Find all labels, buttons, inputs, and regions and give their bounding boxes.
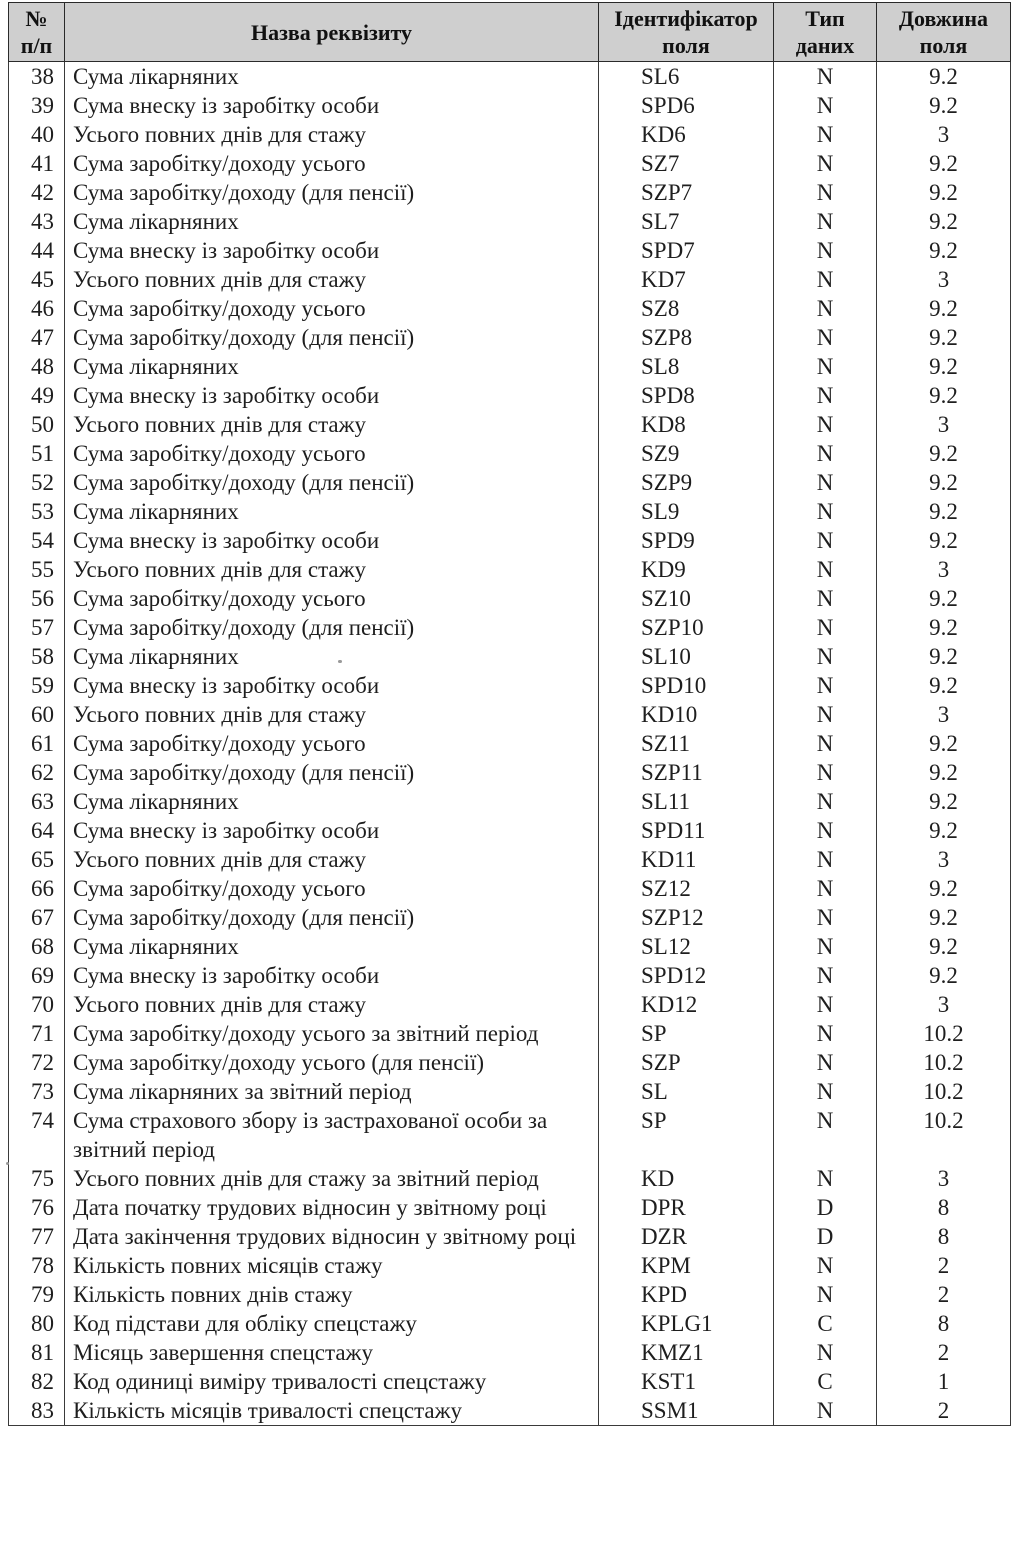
field-length: 3: [877, 845, 1011, 874]
table-row: [9, 874, 1011, 903]
table-row: [9, 265, 1011, 294]
field-data-type: N: [774, 120, 877, 149]
table-row: [9, 1309, 1011, 1338]
field-name: Сума заробітку/доходу усього: [65, 439, 599, 468]
field-length: 9.2: [877, 932, 1011, 961]
row-number: 83: [9, 1396, 65, 1426]
field-length: 2: [877, 1251, 1011, 1280]
field-identifier: SPD12: [599, 961, 774, 990]
field-identifier: SL8: [599, 352, 774, 381]
header-data-type-text: Тип даних: [795, 6, 855, 58]
table-row: [9, 1077, 1011, 1106]
table-row: [9, 1048, 1011, 1077]
table-row: [9, 1280, 1011, 1309]
row-number: 68: [9, 932, 65, 961]
table-row: [9, 439, 1011, 468]
field-identifier: SZP11: [599, 758, 774, 787]
field-identifier: SL11: [599, 787, 774, 816]
field-data-type: N: [774, 758, 877, 787]
field-data-type: N: [774, 91, 877, 120]
row-number: 78: [9, 1251, 65, 1280]
field-name: Сума внеску із заробітку особи: [65, 381, 599, 410]
field-name: Кількість місяців тривалості спецстажу: [65, 1396, 599, 1426]
field-data-type: N: [774, 497, 877, 526]
field-data-type: N: [774, 381, 877, 410]
table-row: [9, 294, 1011, 323]
field-length: 9.2: [877, 236, 1011, 265]
field-length: 3: [877, 555, 1011, 584]
table-row: [9, 352, 1011, 381]
row-number: 55: [9, 555, 65, 584]
field-identifier: SZ7: [599, 149, 774, 178]
field-data-type: N: [774, 671, 877, 700]
field-name: Дата закінчення трудових відносин у звітному році: [65, 1222, 599, 1251]
table-row: [9, 497, 1011, 526]
field-name: Місяць завершення спецстажу: [65, 1338, 599, 1367]
row-number: 65: [9, 845, 65, 874]
table-row: [9, 816, 1011, 845]
field-identifier: SZP8: [599, 323, 774, 352]
field-data-type: N: [774, 1077, 877, 1106]
field-data-type: N: [774, 1280, 877, 1309]
table-row: [9, 526, 1011, 555]
header-data-type: [774, 3, 877, 62]
table-row: [9, 613, 1011, 642]
field-identifier: SZP: [599, 1048, 774, 1077]
field-length: 10.2: [877, 1048, 1011, 1077]
field-identifier: SZ9: [599, 439, 774, 468]
row-number: 62: [9, 758, 65, 787]
field-data-type: N: [774, 1019, 877, 1048]
field-length: 3: [877, 265, 1011, 294]
field-identifier: SPD8: [599, 381, 774, 410]
field-length: 9.2: [877, 729, 1011, 758]
field-identifier: SZP9: [599, 468, 774, 497]
row-number: 66: [9, 874, 65, 903]
row-number: 58: [9, 642, 65, 671]
field-identifier: SZP10: [599, 613, 774, 642]
field-length: 3: [877, 1164, 1011, 1193]
row-number: 51: [9, 439, 65, 468]
field-identifier: DZR: [599, 1222, 774, 1251]
table-row: [9, 236, 1011, 265]
field-data-type: N: [774, 1164, 877, 1193]
field-data-type: N: [774, 613, 877, 642]
scan-speck: [338, 660, 342, 663]
table-row: [9, 845, 1011, 874]
header-field-length-text: Довжина поля: [898, 6, 989, 58]
table-row: [9, 91, 1011, 120]
field-data-type: C: [774, 1367, 877, 1396]
field-name: Усього повних днів для стажу: [65, 120, 599, 149]
field-data-type: N: [774, 845, 877, 874]
field-name: Сума внеску із заробітку особи: [65, 526, 599, 555]
row-number: 60: [9, 700, 65, 729]
field-data-type: N: [774, 178, 877, 207]
field-length: 9.2: [877, 91, 1011, 120]
table-row: [9, 468, 1011, 497]
field-data-type: N: [774, 555, 877, 584]
field-name: Усього повних днів для стажу: [65, 700, 599, 729]
field-length: 9.2: [877, 961, 1011, 990]
field-length: 9.2: [877, 816, 1011, 845]
field-name: Сума заробітку/доходу усього за звітний період: [65, 1019, 599, 1048]
table-row: [9, 758, 1011, 787]
field-identifier: SL10: [599, 642, 774, 671]
table-header: [9, 3, 1011, 62]
table-row: [9, 584, 1011, 613]
field-identifier: KMZ1: [599, 1338, 774, 1367]
field-length: 2: [877, 1396, 1011, 1426]
table-body: [9, 62, 1011, 1426]
table-row: [9, 1164, 1011, 1193]
field-name: Сума внеску із заробітку особи: [65, 671, 599, 700]
field-identifier: SL: [599, 1077, 774, 1106]
table-row: [9, 1396, 1011, 1426]
header-name-text: Назва реквізиту: [250, 19, 413, 45]
field-name: Сума лікарняних: [65, 207, 599, 236]
table-row: [9, 381, 1011, 410]
row-number: 70: [9, 990, 65, 1019]
field-identifier: SZ11: [599, 729, 774, 758]
field-name: Код одиниці виміру тривалості спецстажу: [65, 1367, 599, 1396]
field-data-type: N: [774, 874, 877, 903]
field-name: Усього повних днів для стажу: [65, 555, 599, 584]
field-data-type: N: [774, 439, 877, 468]
table-row: [9, 1106, 1011, 1164]
table-row: [9, 410, 1011, 439]
field-length: 9.2: [877, 381, 1011, 410]
field-identifier: KD6: [599, 120, 774, 149]
field-name: Кількість повних місяців стажу: [65, 1251, 599, 1280]
field-name: Сума внеску із заробітку особи: [65, 236, 599, 265]
field-length: 9.2: [877, 323, 1011, 352]
row-number: 71: [9, 1019, 65, 1048]
row-number: 44: [9, 236, 65, 265]
field-identifier: SPD6: [599, 91, 774, 120]
field-name: Усього повних днів для стажу: [65, 845, 599, 874]
field-length: 9.2: [877, 584, 1011, 613]
field-data-type: N: [774, 1338, 877, 1367]
field-name: Сума заробітку/доходу усього: [65, 149, 599, 178]
table-row: [9, 323, 1011, 352]
field-data-type: N: [774, 265, 877, 294]
field-data-type: N: [774, 1048, 877, 1077]
row-number: 63: [9, 787, 65, 816]
field-data-type: N: [774, 642, 877, 671]
table-row: [9, 932, 1011, 961]
field-identifier: SSM1: [599, 1396, 774, 1426]
field-data-type: N: [774, 932, 877, 961]
field-length: 9.2: [877, 874, 1011, 903]
field-length: 9.2: [877, 149, 1011, 178]
row-number: 61: [9, 729, 65, 758]
field-name: Сума лікарняних: [65, 932, 599, 961]
table-row: [9, 1019, 1011, 1048]
field-length: 9.2: [877, 758, 1011, 787]
field-data-type: N: [774, 729, 877, 758]
row-number: 41: [9, 149, 65, 178]
field-name: Сума лікарняних за звітний період: [65, 1077, 599, 1106]
field-length: 1: [877, 1367, 1011, 1396]
table-row: [9, 729, 1011, 758]
field-name: Сума заробітку/доходу (для пенсії): [65, 468, 599, 497]
field-length: 9.2: [877, 62, 1011, 92]
field-length: 9.2: [877, 497, 1011, 526]
table-row: [9, 555, 1011, 584]
field-length: 9.2: [877, 526, 1011, 555]
field-identifier: DPR: [599, 1193, 774, 1222]
field-length: 3: [877, 990, 1011, 1019]
row-number: 82: [9, 1367, 65, 1396]
header-number-text: № п/п: [20, 6, 53, 58]
field-data-type: D: [774, 1222, 877, 1251]
header-field-length: [877, 3, 1011, 62]
field-length: 9.2: [877, 352, 1011, 381]
field-name: Сума заробітку/доходу усього: [65, 584, 599, 613]
table-row: [9, 120, 1011, 149]
field-name: Сума внеску із заробітку особи: [65, 91, 599, 120]
field-name: Сума заробітку/доходу (для пенсії): [65, 323, 599, 352]
field-data-type: N: [774, 62, 877, 92]
field-length: 9.2: [877, 671, 1011, 700]
field-data-type: N: [774, 149, 877, 178]
field-identifier: KD10: [599, 700, 774, 729]
field-name: Усього повних днів для стажу за звітний період: [65, 1164, 599, 1193]
field-length: 9.2: [877, 439, 1011, 468]
field-length: 3: [877, 120, 1011, 149]
row-number: 80: [9, 1309, 65, 1338]
field-data-type: N: [774, 352, 877, 381]
row-number: 74: [9, 1106, 65, 1164]
field-data-type: C: [774, 1309, 877, 1338]
field-data-type: N: [774, 816, 877, 845]
field-name: Сума заробітку/доходу (для пенсії): [65, 178, 599, 207]
field-data-type: N: [774, 207, 877, 236]
field-length: 9.2: [877, 903, 1011, 932]
field-identifier: SZ8: [599, 294, 774, 323]
field-length: 9.2: [877, 468, 1011, 497]
table-row: [9, 1222, 1011, 1251]
field-identifier: KD7: [599, 265, 774, 294]
row-number: 48: [9, 352, 65, 381]
field-identifier: KPLG1: [599, 1309, 774, 1338]
table-row: [9, 990, 1011, 1019]
field-identifier: KPD: [599, 1280, 774, 1309]
field-identifier: SL7: [599, 207, 774, 236]
field-name: Усього повних днів для стажу: [65, 265, 599, 294]
field-data-type: N: [774, 294, 877, 323]
field-length: 9.2: [877, 642, 1011, 671]
row-number: 56: [9, 584, 65, 613]
field-data-type: N: [774, 1396, 877, 1426]
row-number: 45: [9, 265, 65, 294]
row-number: 72: [9, 1048, 65, 1077]
header-identifier-text: Ідентифікатор поля: [614, 6, 758, 58]
field-data-type: N: [774, 700, 877, 729]
field-name: Сума заробітку/доходу (для пенсії): [65, 758, 599, 787]
field-data-type: N: [774, 526, 877, 555]
field-name: Сума заробітку/доходу усього: [65, 874, 599, 903]
field-name: Усього повних днів для стажу: [65, 990, 599, 1019]
row-number: 57: [9, 613, 65, 642]
table-row: [9, 1193, 1011, 1222]
field-identifier: SPD10: [599, 671, 774, 700]
table-row: [9, 149, 1011, 178]
field-data-type: N: [774, 236, 877, 265]
field-name: Код підстави для обліку спецстажу: [65, 1309, 599, 1338]
field-name: Кількість повних днів стажу: [65, 1280, 599, 1309]
table-row: [9, 961, 1011, 990]
table-row: [9, 62, 1011, 92]
header-name: [65, 3, 599, 62]
field-spec-table: [8, 2, 1011, 1426]
row-number: 47: [9, 323, 65, 352]
row-number: 76: [9, 1193, 65, 1222]
field-name: Сума заробітку/доходу (для пенсії): [65, 613, 599, 642]
field-name: Сума лікарняних: [65, 497, 599, 526]
field-name: Сума лікарняних: [65, 642, 599, 671]
field-name: Сума заробітку/доходу усього (для пенсії): [65, 1048, 599, 1077]
field-data-type: N: [774, 410, 877, 439]
field-name: Сума внеску із заробітку особи: [65, 816, 599, 845]
field-data-type: N: [774, 903, 877, 932]
header-identifier: [599, 3, 774, 62]
field-name: Усього повних днів для стажу: [65, 410, 599, 439]
field-data-type: N: [774, 1251, 877, 1280]
field-length: 2: [877, 1338, 1011, 1367]
field-identifier: SL9: [599, 497, 774, 526]
row-number: 81: [9, 1338, 65, 1367]
field-name: Сума внеску із заробітку особи: [65, 961, 599, 990]
field-identifier: KPM: [599, 1251, 774, 1280]
row-number: 77: [9, 1222, 65, 1251]
row-number: 40: [9, 120, 65, 149]
row-number: 59: [9, 671, 65, 700]
field-identifier: SP: [599, 1106, 774, 1164]
row-number: 49: [9, 381, 65, 410]
field-name: Сума лікарняних: [65, 62, 599, 92]
row-number: 53: [9, 497, 65, 526]
field-length: 3: [877, 700, 1011, 729]
row-number: 67: [9, 903, 65, 932]
table-row: [9, 671, 1011, 700]
field-length: 9.2: [877, 613, 1011, 642]
row-number: 75: [9, 1164, 65, 1193]
field-identifier: SZ12: [599, 874, 774, 903]
field-identifier: KD12: [599, 990, 774, 1019]
row-number: 43: [9, 207, 65, 236]
field-identifier: KD8: [599, 410, 774, 439]
field-identifier: SZ10: [599, 584, 774, 613]
row-number: 64: [9, 816, 65, 845]
field-name: Сума заробітку/доходу усього: [65, 294, 599, 323]
table-row: [9, 700, 1011, 729]
table-row: [9, 642, 1011, 671]
field-identifier: SL6: [599, 62, 774, 92]
field-identifier: SPD11: [599, 816, 774, 845]
field-length: 3: [877, 410, 1011, 439]
table-row: [9, 207, 1011, 236]
row-number: 38: [9, 62, 65, 92]
table-row: [9, 1251, 1011, 1280]
scan-speck: [6, 1162, 9, 1165]
table-row: [9, 178, 1011, 207]
field-length: 9.2: [877, 207, 1011, 236]
field-length: 10.2: [877, 1019, 1011, 1048]
header-number: [9, 3, 65, 62]
field-identifier: SPD9: [599, 526, 774, 555]
field-name: Сума лікарняних: [65, 787, 599, 816]
field-length: 10.2: [877, 1077, 1011, 1106]
field-identifier: SP: [599, 1019, 774, 1048]
table-row: [9, 1338, 1011, 1367]
table-row: [9, 903, 1011, 932]
field-identifier: KD: [599, 1164, 774, 1193]
row-number: 54: [9, 526, 65, 555]
row-number: 50: [9, 410, 65, 439]
field-data-type: D: [774, 1193, 877, 1222]
row-number: 79: [9, 1280, 65, 1309]
field-identifier: KST1: [599, 1367, 774, 1396]
field-name: Сума заробітку/доходу (для пенсії): [65, 903, 599, 932]
field-name: Сума лікарняних: [65, 352, 599, 381]
field-name: Сума страхового збору із застрахованої особи за звітний період: [65, 1106, 599, 1164]
field-identifier: SL12: [599, 932, 774, 961]
row-number: 46: [9, 294, 65, 323]
table-row: [9, 787, 1011, 816]
field-name: Дата початку трудових відносин у звітному році: [65, 1193, 599, 1222]
field-length: 8: [877, 1222, 1011, 1251]
field-identifier: SPD7: [599, 236, 774, 265]
field-data-type: N: [774, 961, 877, 990]
field-name: Сума заробітку/доходу усього: [65, 729, 599, 758]
row-number: 52: [9, 468, 65, 497]
field-length: 9.2: [877, 787, 1011, 816]
field-identifier: KD11: [599, 845, 774, 874]
field-data-type: N: [774, 990, 877, 1019]
field-length: 8: [877, 1309, 1011, 1338]
field-length: 8: [877, 1193, 1011, 1222]
field-identifier: SZP7: [599, 178, 774, 207]
field-data-type: N: [774, 584, 877, 613]
row-number: 39: [9, 91, 65, 120]
header-row: [9, 3, 1011, 62]
row-number: 69: [9, 961, 65, 990]
row-number: 73: [9, 1077, 65, 1106]
row-number: 42: [9, 178, 65, 207]
field-data-type: N: [774, 468, 877, 497]
field-identifier: SZP12: [599, 903, 774, 932]
field-length: 10.2: [877, 1106, 1011, 1164]
field-length: 9.2: [877, 294, 1011, 323]
field-data-type: N: [774, 1106, 877, 1164]
field-identifier: KD9: [599, 555, 774, 584]
table-row: [9, 1367, 1011, 1396]
field-length: 2: [877, 1280, 1011, 1309]
field-data-type: N: [774, 323, 877, 352]
field-data-type: N: [774, 787, 877, 816]
field-length: 9.2: [877, 178, 1011, 207]
